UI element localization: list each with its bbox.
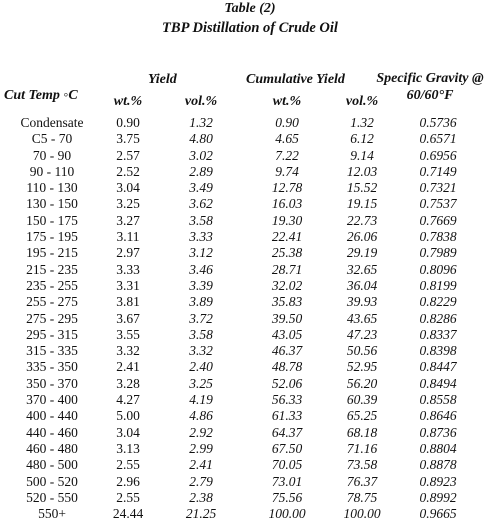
wt-percent-cell: 3.75: [116, 131, 140, 147]
specific-gravity-cell: 0.8096: [419, 261, 457, 277]
table-row: [0, 196, 500, 212]
cumulative-wt-percent-cell: 28.71: [271, 261, 303, 277]
cut-temp-cell: 440 - 460: [26, 424, 78, 440]
cumulative-vol-percent-cell: 71.16: [346, 440, 378, 456]
cut-temp-cell: Condensate: [20, 115, 84, 130]
wt-percent-cell: 24.44: [112, 506, 144, 522]
cumulative-vol-percent-cell: 12.03: [346, 163, 378, 179]
table-row: [0, 474, 500, 490]
specific-gravity-cell: 0.8646: [419, 408, 457, 424]
cumulative-yield-header: Cumulative Yield: [246, 72, 345, 87]
table-row: [0, 294, 500, 310]
specific-gravity-cell: 0.7669: [419, 212, 457, 228]
cumulative-wt-percent-cell: 52.06: [271, 375, 303, 391]
cumulative-wt-percent-cell: 25.38: [271, 245, 303, 261]
specific-gravity-cell: 0.9665: [419, 506, 457, 522]
wt-percent-cell: 3.11: [116, 229, 140, 245]
table-row: [0, 229, 500, 245]
cumulative-vol-percent-cell: 78.75: [346, 489, 378, 505]
specific-gravity-cell: 0.6956: [419, 147, 457, 163]
cumulative-vol-percent-cell: 47.23: [346, 326, 378, 342]
wt-percent-cell: 3.67: [116, 310, 140, 326]
vol-percent-cell: 3.58: [189, 212, 213, 228]
cut-temp-cell: 130 - 150: [26, 196, 78, 212]
cumulative-vol-percent-cell: 15.52: [346, 180, 378, 196]
wt-percent-cell: 2.96: [116, 473, 140, 489]
specific-gravity-cell: 0.7838: [419, 229, 457, 245]
cumulative-wt-percent-cell: 22.41: [271, 229, 303, 245]
wt-percent-cell: 3.33: [116, 261, 140, 277]
wt-percent-cell: 3.04: [116, 424, 140, 440]
cumulative-wt-percent-cell: 16.03: [271, 196, 303, 212]
specific-gravity-cell: 0.8398: [419, 343, 457, 359]
cumulative-vol-percent-cell: 39.93: [346, 294, 378, 310]
table-row: [0, 213, 500, 229]
wt-percent-cell: 4.27: [116, 392, 140, 408]
cumulative-wt-percent-cell: 7.22: [275, 147, 299, 163]
specific-gravity-cell: 0.8229: [419, 294, 457, 310]
cumulative-wt-percent-cell: 56.33: [271, 392, 303, 408]
cut-temp-cell: 110 - 130: [26, 180, 78, 196]
specific-gravity-cell: 0.8337: [419, 326, 457, 342]
cut-temp-cell: 370 - 400: [26, 392, 78, 408]
cumulative-wt-percent-cell: 12.78: [271, 180, 303, 196]
wt-percent-cell: 5.00: [116, 408, 140, 424]
specific-gravity-cell: 0.8736: [419, 424, 457, 440]
table-row: [0, 311, 500, 327]
table-row: [0, 262, 500, 278]
cumulative-vol-percent-cell: 73.58: [346, 457, 378, 473]
cumulative-wt-percent-cell: 64.37: [271, 424, 303, 440]
wt-percent-cell: 2.52: [116, 163, 140, 179]
wt-percent-cell: 2.55: [116, 457, 140, 473]
specific-gravity-cell: 0.8199: [419, 277, 457, 293]
table-row: [0, 441, 500, 457]
vol-percent-cell: 2.92: [189, 424, 213, 440]
cut-temp-cell: 255 - 275: [26, 294, 78, 310]
cut-temp-cell: 480 - 500: [26, 457, 78, 473]
cut-temp-cell: 400 - 440: [26, 408, 78, 424]
cut-temp-cell: 175 - 195: [26, 229, 78, 245]
vol-percent-cell: 3.02: [189, 147, 213, 163]
vol-percent-cell: 4.19: [189, 392, 213, 408]
cumulative-vol-percent-cell: 9.14: [350, 147, 374, 163]
table-row: [0, 490, 500, 506]
specific-gravity-header-line1: Specific Gravity @: [376, 71, 484, 86]
cumulative-wt-percent-cell: 35.83: [271, 294, 303, 310]
specific-gravity-cell: 0.5736: [419, 115, 457, 130]
wt-percent-cell: 3.13: [116, 440, 140, 456]
cumulative-wt-percent-cell: 43.05: [271, 326, 303, 342]
table-row: [0, 457, 500, 473]
table-row: [0, 148, 500, 164]
vol-percent-cell: 3.32: [189, 343, 213, 359]
table-row: [0, 425, 500, 441]
wt-percent-cell: 3.04: [116, 180, 140, 196]
vol-percent-cell: 4.80: [189, 131, 213, 147]
cut-temp-cell: 335 - 350: [26, 359, 78, 375]
vol-percent-cell: 3.72: [189, 310, 213, 326]
vol-percent-cell: 3.33: [189, 229, 213, 245]
table-row: [0, 408, 500, 424]
wt-percent-cell: 2.41: [116, 359, 140, 375]
vol-percent-cell: 3.62: [189, 196, 213, 212]
specific-gravity-cell: 0.7537: [419, 196, 457, 212]
cut-temp-header: Cut Temp ◦C: [4, 88, 78, 103]
table-row: [0, 164, 500, 180]
wt-percent-cell: 3.27: [116, 212, 140, 228]
table-row: [0, 343, 500, 359]
cut-temp-cell: 315 - 335: [26, 343, 78, 359]
wt-percent-cell: 0.90: [116, 115, 140, 130]
cumulative-wt-percent-cell: 70.05: [271, 457, 303, 473]
cumulative-vol-percent-cell: 22.73: [346, 212, 378, 228]
cut-temp-cell: 460 - 480: [26, 440, 78, 456]
table-number: Table (2): [224, 1, 276, 16]
cut-temp-cell: 275 - 295: [26, 310, 78, 326]
cut-temp-cell: 500 - 520: [26, 473, 78, 489]
specific-gravity-cell: 0.8558: [419, 392, 457, 408]
specific-gravity-cell: 0.7149: [419, 163, 457, 179]
cut-temp-cell: 90 - 110: [29, 163, 75, 179]
cumulative-wt-percent-cell: 100.00: [268, 506, 306, 522]
wt-percent-cell: 2.57: [116, 147, 140, 163]
cumulative-wt-percent-cell: 9.74: [275, 163, 299, 179]
cumulative-wt-percent-cell: 32.02: [271, 277, 303, 293]
wt-percent-cell: 2.55: [116, 489, 140, 505]
vol-percent-cell: 3.58: [189, 326, 213, 342]
table-row: [0, 115, 500, 131]
cumulative-vol-percent-cell: 19.15: [346, 196, 378, 212]
vol-percent-cell: 2.89: [189, 163, 213, 179]
cumulative-wt-percent-cell: 73.01: [271, 473, 303, 489]
wt-percent-cell: 3.31: [116, 277, 140, 293]
vol-percent-cell: 2.38: [189, 489, 213, 505]
cut-temp-cell: 70 - 90: [32, 147, 72, 163]
cumulative-vol-percent-cell: 52.95: [346, 359, 378, 375]
vol-percent-cell: 2.41: [189, 457, 213, 473]
vol-percent-cell: 21.25: [185, 506, 217, 522]
cumulative-vol-percent-cell: 36.04: [346, 277, 378, 293]
cumulative-wt-percent-cell: 75.56: [271, 489, 303, 505]
cumulative-vol-percent-cell: 26.06: [346, 229, 378, 245]
wt-percent-cell: 3.55: [116, 326, 140, 342]
wt-percent-header: wt.%: [113, 94, 143, 109]
wt-percent-cell: 3.25: [116, 196, 140, 212]
cumulative-wt-percent-cell: 46.37: [271, 343, 303, 359]
vol-percent-cell: 3.89: [189, 294, 213, 310]
cumulative-wt-percent-cell: 19.30: [271, 212, 303, 228]
table-row: [0, 376, 500, 392]
cumulative-wt-percent-header: wt.%: [272, 94, 302, 109]
wt-percent-cell: 3.81: [116, 294, 140, 310]
cumulative-wt-percent-cell: 48.78: [271, 359, 303, 375]
vol-percent-cell: 4.86: [189, 408, 213, 424]
cumulative-vol-percent-cell: 68.18: [346, 424, 378, 440]
specific-gravity-cell: 0.8494: [419, 375, 457, 391]
wt-percent-cell: 2.97: [116, 245, 140, 261]
specific-gravity-cell: 0.6571: [419, 131, 457, 147]
cumulative-vol-percent-cell: 1.32: [350, 115, 374, 130]
table-title: TBP Distillation of Crude Oil: [162, 20, 338, 36]
cut-temp-cell: 215 - 235: [26, 261, 78, 277]
table-row: [0, 359, 500, 375]
vol-percent-cell: 2.40: [189, 359, 213, 375]
specific-gravity-header-line2: 60/60°F: [406, 88, 454, 103]
cumulative-wt-percent-cell: 4.65: [275, 131, 299, 147]
vol-percent-cell: 1.32: [189, 115, 213, 130]
cumulative-wt-percent-cell: 67.50: [271, 440, 303, 456]
specific-gravity-cell: 0.7321: [419, 180, 457, 196]
vol-percent-cell: 3.12: [189, 245, 213, 261]
cut-temp-cell: 350 - 370: [26, 375, 78, 391]
distillation-table-body: [0, 115, 500, 522]
vol-percent-cell: 3.39: [189, 277, 213, 293]
table-row: [0, 392, 500, 408]
specific-gravity-cell: 0.8923: [419, 473, 457, 489]
cumulative-vol-percent-cell: 32.65: [346, 261, 378, 277]
cumulative-vol-percent-cell: 100.00: [343, 506, 381, 522]
cut-temp-cell: C5 - 70: [31, 131, 73, 147]
cumulative-vol-percent-cell: 6.12: [350, 131, 374, 147]
table-row: [0, 180, 500, 196]
table-row: [0, 131, 500, 147]
yield-header: Yield: [148, 72, 177, 87]
cumulative-vol-percent-cell: 56.20: [346, 375, 378, 391]
cumulative-vol-percent-cell: 29.19: [346, 245, 378, 261]
wt-percent-cell: 3.32: [116, 343, 140, 359]
vol-percent-cell: 3.46: [189, 261, 213, 277]
table-row: [0, 278, 500, 294]
cut-temp-cell: 195 - 215: [26, 245, 78, 261]
vol-percent-header: vol.%: [184, 94, 218, 109]
cumulative-wt-percent-cell: 0.90: [275, 115, 299, 130]
cut-temp-cell: 550+: [38, 506, 66, 522]
cumulative-vol-percent-header: vol.%: [345, 94, 379, 109]
vol-percent-cell: 3.25: [189, 375, 213, 391]
cumulative-vol-percent-cell: 65.25: [346, 408, 378, 424]
specific-gravity-cell: 0.7989: [419, 245, 457, 261]
table-row: [0, 245, 500, 261]
vol-percent-cell: 2.79: [189, 473, 213, 489]
table-row: [0, 327, 500, 343]
cut-temp-cell: 295 - 315: [26, 326, 78, 342]
specific-gravity-cell: 0.8992: [419, 489, 457, 505]
cumulative-vol-percent-cell: 43.65: [346, 310, 378, 326]
cumulative-vol-percent-cell: 60.39: [346, 392, 378, 408]
vol-percent-cell: 3.49: [189, 180, 213, 196]
cumulative-vol-percent-cell: 76.37: [346, 473, 378, 489]
cut-temp-cell: 150 - 175: [26, 212, 78, 228]
specific-gravity-cell: 0.8447: [419, 359, 457, 375]
cumulative-wt-percent-cell: 61.33: [271, 408, 303, 424]
wt-percent-cell: 3.28: [116, 375, 140, 391]
specific-gravity-cell: 0.8878: [419, 457, 457, 473]
cumulative-vol-percent-cell: 50.56: [346, 343, 378, 359]
cut-temp-cell: 520 - 550: [26, 489, 78, 505]
vol-percent-cell: 2.99: [189, 440, 213, 456]
specific-gravity-cell: 0.8286: [419, 310, 457, 326]
cut-temp-cell: 235 - 255: [26, 277, 78, 293]
specific-gravity-cell: 0.8804: [419, 440, 457, 456]
cumulative-wt-percent-cell: 39.50: [271, 310, 303, 326]
